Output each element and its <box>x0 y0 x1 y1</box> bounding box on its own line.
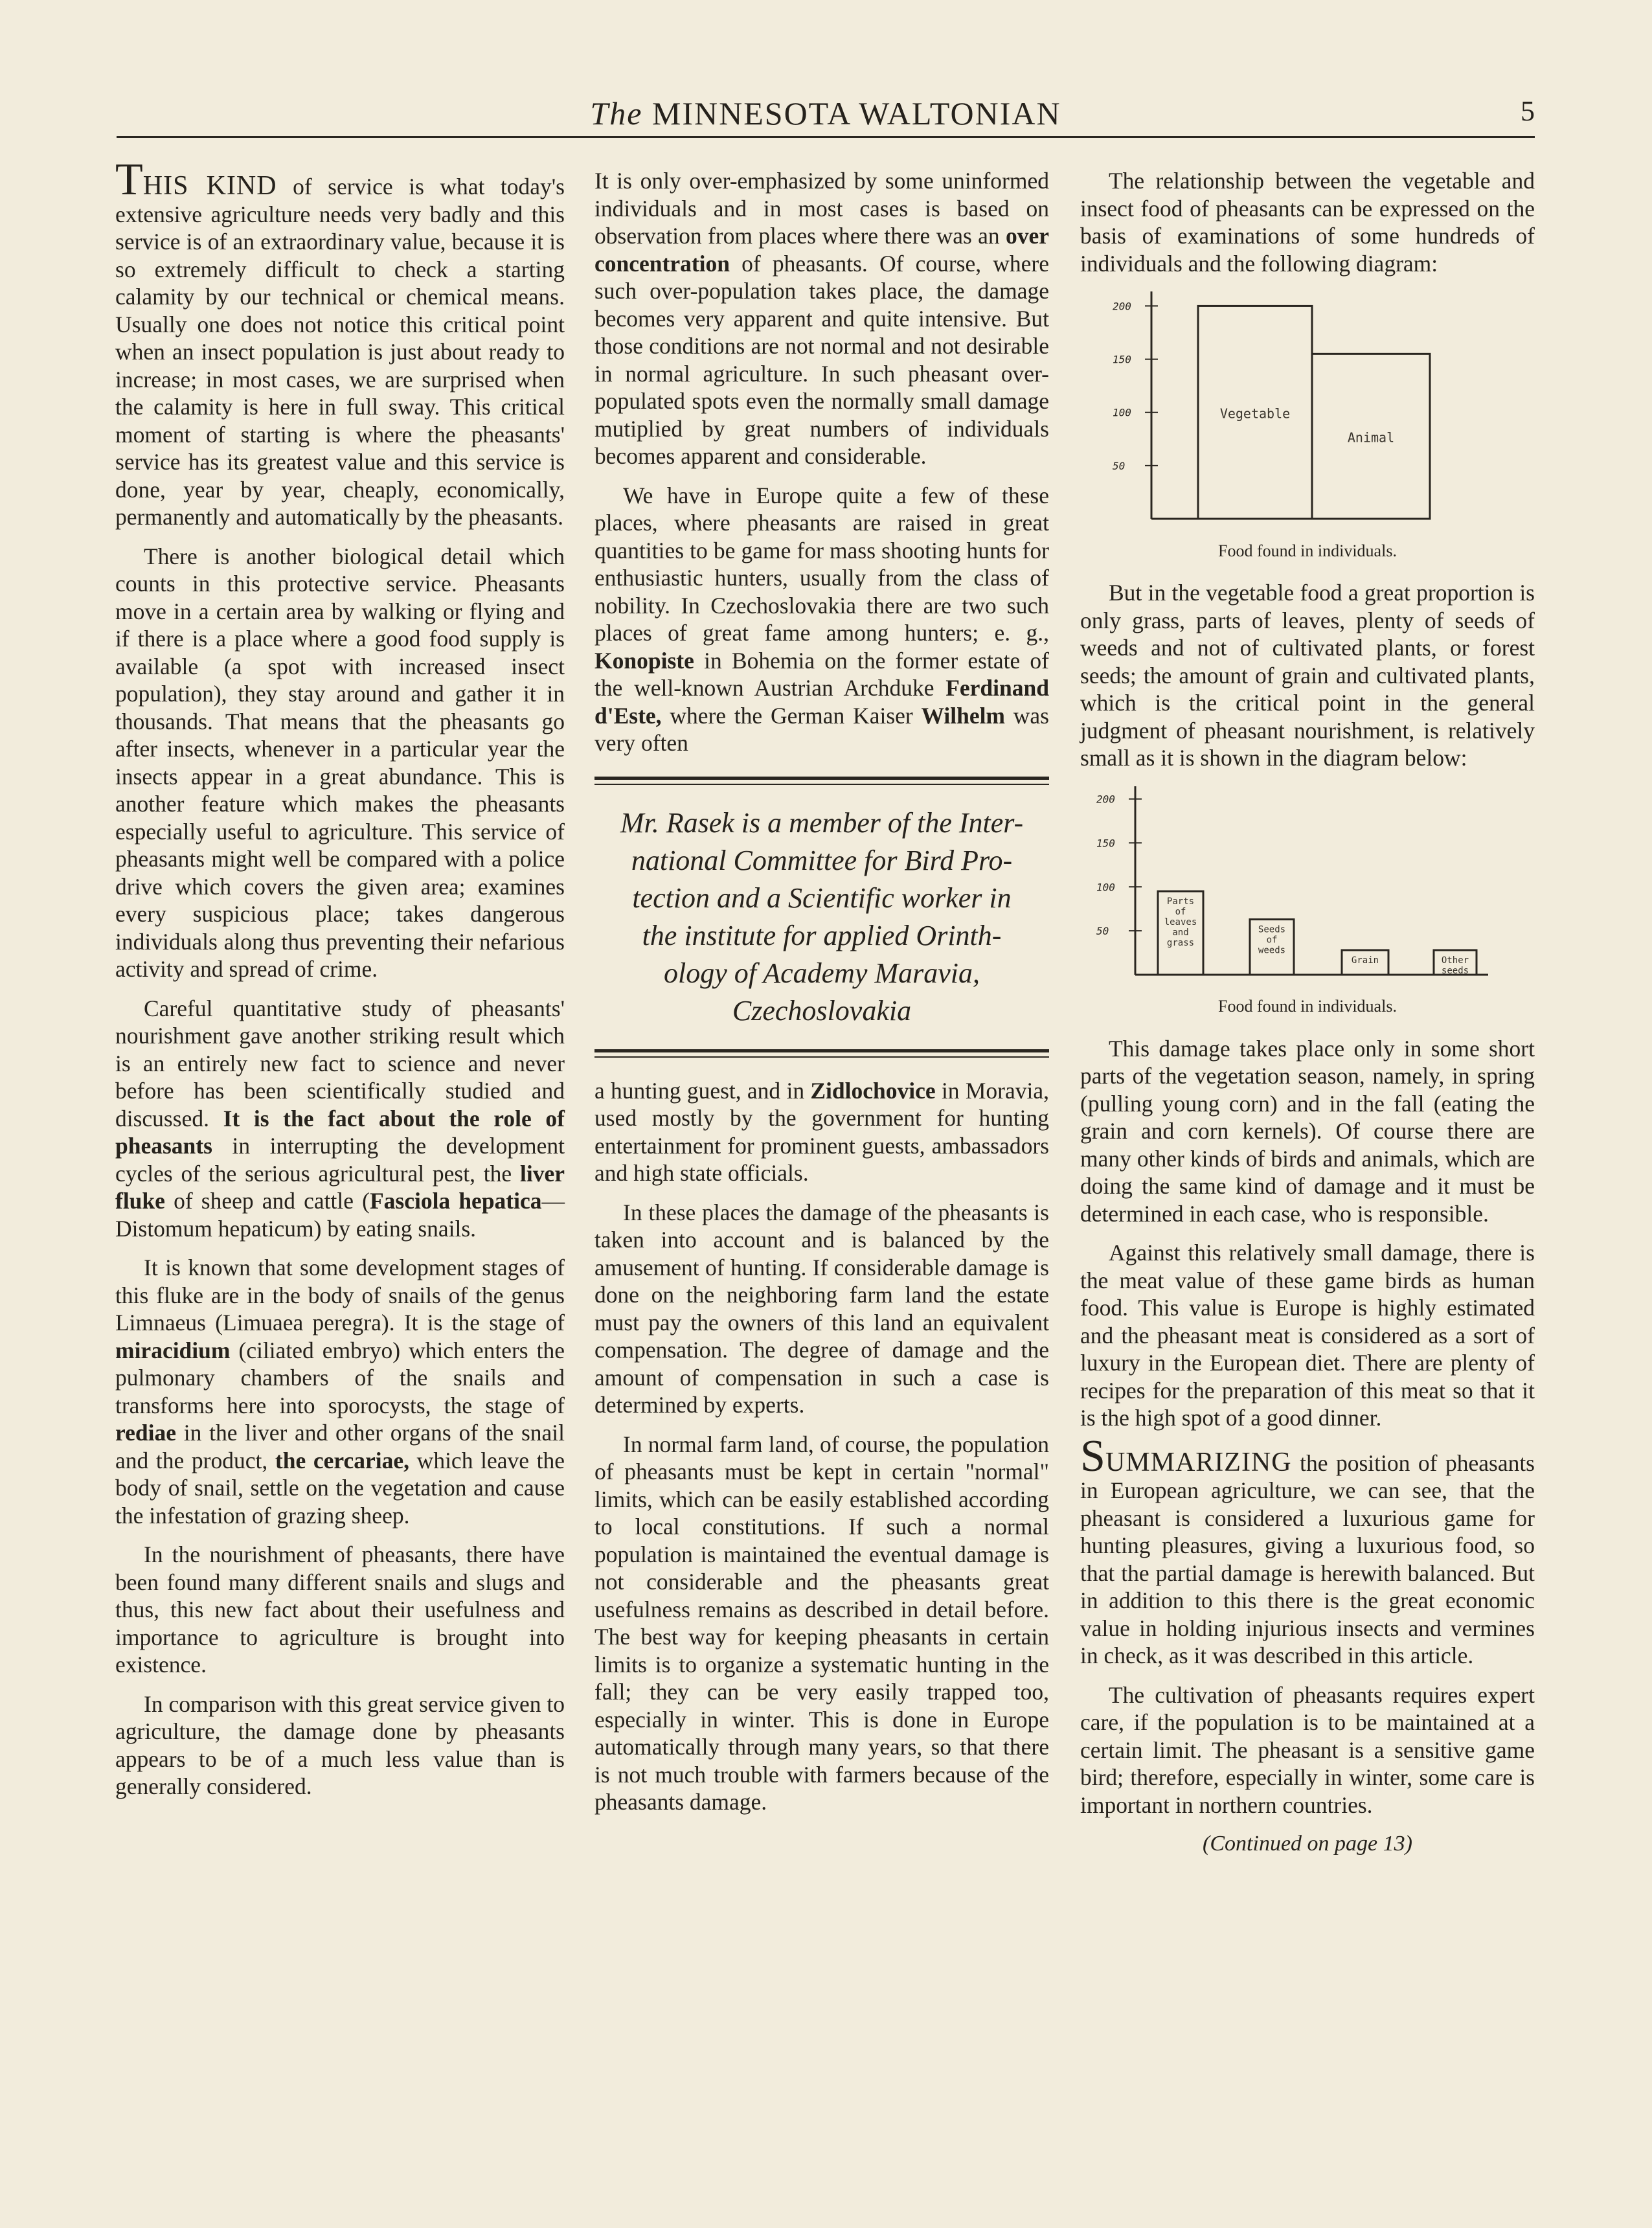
column-right <box>1080 167 1535 1858</box>
paragraph: But in the vegetable food a great proportion is only grass, parts of leaves, plenty of seeds of weeds and not of cultivated plants, or forest seeds; the amount of grain and cultivated plants, which is the critical point in the general judgment of pheasant nourishment, is relatively small as it is shown in the diagram below: <box>1080 580 1535 771</box>
masthead-the: The <box>590 95 643 131</box>
text-run: It is known that some development stages of this fluke are in the body of snails of the genus Limnaeus (Limuaea peregra). It is the stage of <box>115 1255 565 1336</box>
bold-run: Ferdinand d'Este, <box>594 675 1049 729</box>
paragraph: The relationship between the vegetable and insect food of pheasants can be expressed on the basis of examinations of some hundreds of individuals and the following diagram: <box>1080 168 1535 277</box>
continued-note: (Continued on page 13) <box>1203 1832 1412 1856</box>
bold-run: Fasciola hepatica <box>369 1188 542 1214</box>
paragraph <box>594 1077 1049 1187</box>
paragraph: In normal farm land, of course, the population of pheasants must be kept in certain "normal" limits, which can be easily established according to local constitutions. If such a normal population is maintained the eventual damage is not considerable and the pheasants great usefulness remains as described in detail before. The best way for keeping pheasants in certain limits is to organize a systematic hunting in the fall; they can be very easily trapped too, especially in winter. This is done in Europe automatically through many years, so that there is not much trouble with farmers because of the pheasants damage. <box>594 1431 1049 1815</box>
masthead-title: MINNESOTA WALTONIAN <box>651 95 1061 131</box>
y-tick-label: 100 <box>1113 406 1131 419</box>
bar-label: Parts <box>1166 896 1195 907</box>
bar-label: of <box>1175 906 1186 917</box>
y-tick-label: 200 <box>1096 793 1115 806</box>
text-run: We have in Europe quite a few of these places, where pheasants are raised in great quantities to be game for mass shooting hunts for enthusiastic hunters, usually from the class of nobility. In Czechoslovakia there are two such places of great fame among hunters; e. g., <box>594 482 1049 646</box>
paragraph: This damage takes place only in some short parts of the vegetation season, namely, in spring (pulling young corn) and in the fall (eating the grain and corn kernels). Of course there are many other kinds of birds and animals, which are doing the same kind of damage and it must be determined in each case, who is responsible. <box>1080 1035 1535 1227</box>
bold-run: miracidium <box>115 1337 231 1363</box>
bar-label: and <box>1172 927 1189 938</box>
page-number: 5 <box>1521 95 1535 127</box>
text-run: a hunting guest, and in <box>594 1077 811 1104</box>
chart1-svg <box>1080 289 1535 529</box>
y-tick-label: 200 <box>1113 300 1131 313</box>
paragraph: Against this relatively small damage, there is the meat value of these game birds as human food. This value is Europe is highly estimated and the pheasant meat is considered as a sort of luxury in the European diet. There are plenty of recipes for the preparation of this meat so that it is the high spot of a good dinner. <box>1080 1240 1535 1431</box>
bold-run: over concentration <box>594 223 1049 277</box>
double-rule-top <box>594 777 1049 785</box>
paragraph <box>115 995 565 1243</box>
bar-label: leaves <box>1164 916 1197 927</box>
double-rule-bottom <box>594 1049 1049 1058</box>
text-run: in Bohemia on the former estate of the well-known Austrian Archduke <box>594 647 1049 701</box>
column-left <box>115 155 565 1812</box>
text-run: Careful quantitative study of pheasants' nourishment gave another striking result which is an entirely new fact to science and never before has been scientifically studied and discussed. <box>115 995 565 1131</box>
text-run: in the liver and other organs of the snail and the product, <box>115 1420 565 1473</box>
paragraph: In the nourishment of pheasants, there have been found many different snails and slugs and thus, this new fact about their usefulness and importance to agriculture is brought into existence. <box>115 1541 565 1677</box>
y-tick-label: 50 <box>1113 459 1126 472</box>
chart1-caption: Food found in individuals. <box>1218 541 1397 560</box>
paragraph <box>594 482 1049 757</box>
bar-label: weeds <box>1258 945 1286 955</box>
paragraph: There is another biological detail which counts in this protective service. Pheasants move in a certain area by walking or flying and if there is a place where a good food supply is available (a spot with increased insect population), they stay around and gather it in thousands. That means that the pheasants go after insects, whenever in a particular year the insects appear in a great abundance. This is another feature which makes the pheasants especially useful to agriculture. This service of pheasants might well be compared with a police drive which covers the given area; examines every suspicious place; takes dangerous individuals along thus preventing their nefarious activity and spread of crime. <box>115 543 565 982</box>
paragraph: In these places the damage of the pheasants is taken into account and is balanced by the amusement of hunting. If considerable damage is done on the neighboring farm land the estate must pay the owners of this land an equivalent compensation. The degree of damage and the amount of compensation in such a case is determined by experts. <box>594 1199 1049 1418</box>
author-callout <box>594 804 1049 1030</box>
y-tick-label: 150 <box>1113 353 1131 366</box>
callout-line: national Committee for Bird Pro- <box>631 844 1013 876</box>
bar-label: seeds <box>1441 965 1469 976</box>
text-run: of pheasants. Of course, where such over-population takes place, the damage becomes very apparent and quite intensive. But those conditions are not normal and not desirable in normal agriculture. In such pheasant over-populated spots even the normally small damage mutiplied by great numbers of individuals becomes apparent and considerable. <box>594 250 1049 469</box>
callout-line: Mr. Rasek is a member of the Inter- <box>620 806 1024 839</box>
bar-label: of <box>1266 935 1278 945</box>
bold-run: the cercariae, <box>275 1447 410 1473</box>
bold-run: Konopiste <box>594 647 694 674</box>
y-tick-label: 100 <box>1096 880 1115 893</box>
callout-line: Czechoslovakia <box>732 994 912 1027</box>
small-caps-lead: UMMARIZING <box>1105 1447 1292 1477</box>
chart2-svg <box>1080 784 1535 984</box>
small-caps-lead: HIS KIND <box>142 171 277 201</box>
bar-label: Seeds <box>1258 924 1286 935</box>
text-run: It is only over-emphasized by some uninformed individuals and in most cases is based on observation from places where there was an <box>594 168 1049 249</box>
masthead <box>117 95 1535 132</box>
bar-label: Animal <box>1347 429 1395 446</box>
y-tick-label: 150 <box>1096 836 1115 849</box>
bold-run: Wilhelm <box>921 702 1006 729</box>
paragraph: In comparison with this great service given to agriculture, the damage done by pheasants appears to be of a much less value than is generally considered. <box>115 1690 565 1799</box>
text-run: —Distomum hepaticum) by eating snails. <box>115 1188 565 1242</box>
bold-run: rediae <box>115 1420 176 1446</box>
text-run: where the German Kaiser <box>661 702 922 729</box>
chart-vegetable-animal <box>1080 289 1535 535</box>
callout-line: the institute for applied Orinth- <box>642 919 1002 951</box>
y-tick-label: 50 <box>1096 924 1109 937</box>
paragraph <box>115 1254 565 1529</box>
drop-cap: S <box>1080 1431 1105 1481</box>
bar-label: grass <box>1166 937 1195 948</box>
paragraph-text: the position of pheasants in European agriculture, we can see, that the pheasant is considered a luxurious game for hunting pleasures, giving a luxurious food, so that the partial damage is herewith balanced. But in addition to this there is the great economic value in holding injurious insects and vermines in check, as it was described in this article. <box>1080 1449 1535 1668</box>
paragraph <box>115 155 565 531</box>
bold-run: liver fluke <box>115 1160 565 1214</box>
paragraph <box>594 167 1049 470</box>
text-run: was very often <box>594 702 1049 756</box>
page-header <box>117 89 1535 138</box>
bar-label: Grain <box>1351 955 1379 966</box>
text-run: of sheep and cattle ( <box>164 1188 370 1214</box>
chart-vegetable-breakdown <box>1080 784 1535 991</box>
chart2-caption: Food found in individuals. <box>1218 997 1397 1016</box>
callout-line: ology of Academy Maravia, <box>664 957 980 989</box>
column-middle <box>594 167 1049 1828</box>
bar-label: Vegetable <box>1219 405 1291 422</box>
paragraph: The cultivation of pheasants requires expert care, if the population is to be maintained at a certain limit. The pheasant is a sensitive game bird; therefore, especially in winter, some care is important in northern countries. <box>1080 1681 1535 1818</box>
paragraph <box>1080 1431 1535 1670</box>
paragraph-text: of service is what today's extensive agriculture needs very badly and this service is of an extraordinary value, because it is so extremely difficult to check a starting calamity by our technical or chemical means. Usually one does not notice this critical point when an insect population is just about ready to increase; in most cases, we are surprised when the calamity is here in full sway. This critical moment of starting is where the pheasants' service has its greatest value and this service is done, year by year, cheaply, economically, permanently and automatically by the pheasants. <box>115 174 565 530</box>
bold-run: It is the fact about the role of pheasants <box>115 1105 565 1159</box>
text-run: in Moravia, used mostly by the government for hunting entertainment for prominent guests, ambassadors and high state officials. <box>594 1077 1049 1186</box>
bar-label: Other <box>1441 955 1469 966</box>
text-run: which leave the body of snail, settle on the vegetation and cause the infestation of grazing sheep. <box>115 1447 565 1529</box>
text-run: (ciliated embryo) which enters the pulmonary chambers of the snails and transforms here into sporocysts, the stage of <box>115 1337 565 1418</box>
drop-cap: T <box>115 155 143 205</box>
bold-run: Zidlochovice <box>810 1077 936 1104</box>
text-run: in interrupting the development cycles of the serious agricultural pest, the <box>115 1133 565 1187</box>
callout-line: tection and a Scientific worker in <box>632 881 1012 914</box>
